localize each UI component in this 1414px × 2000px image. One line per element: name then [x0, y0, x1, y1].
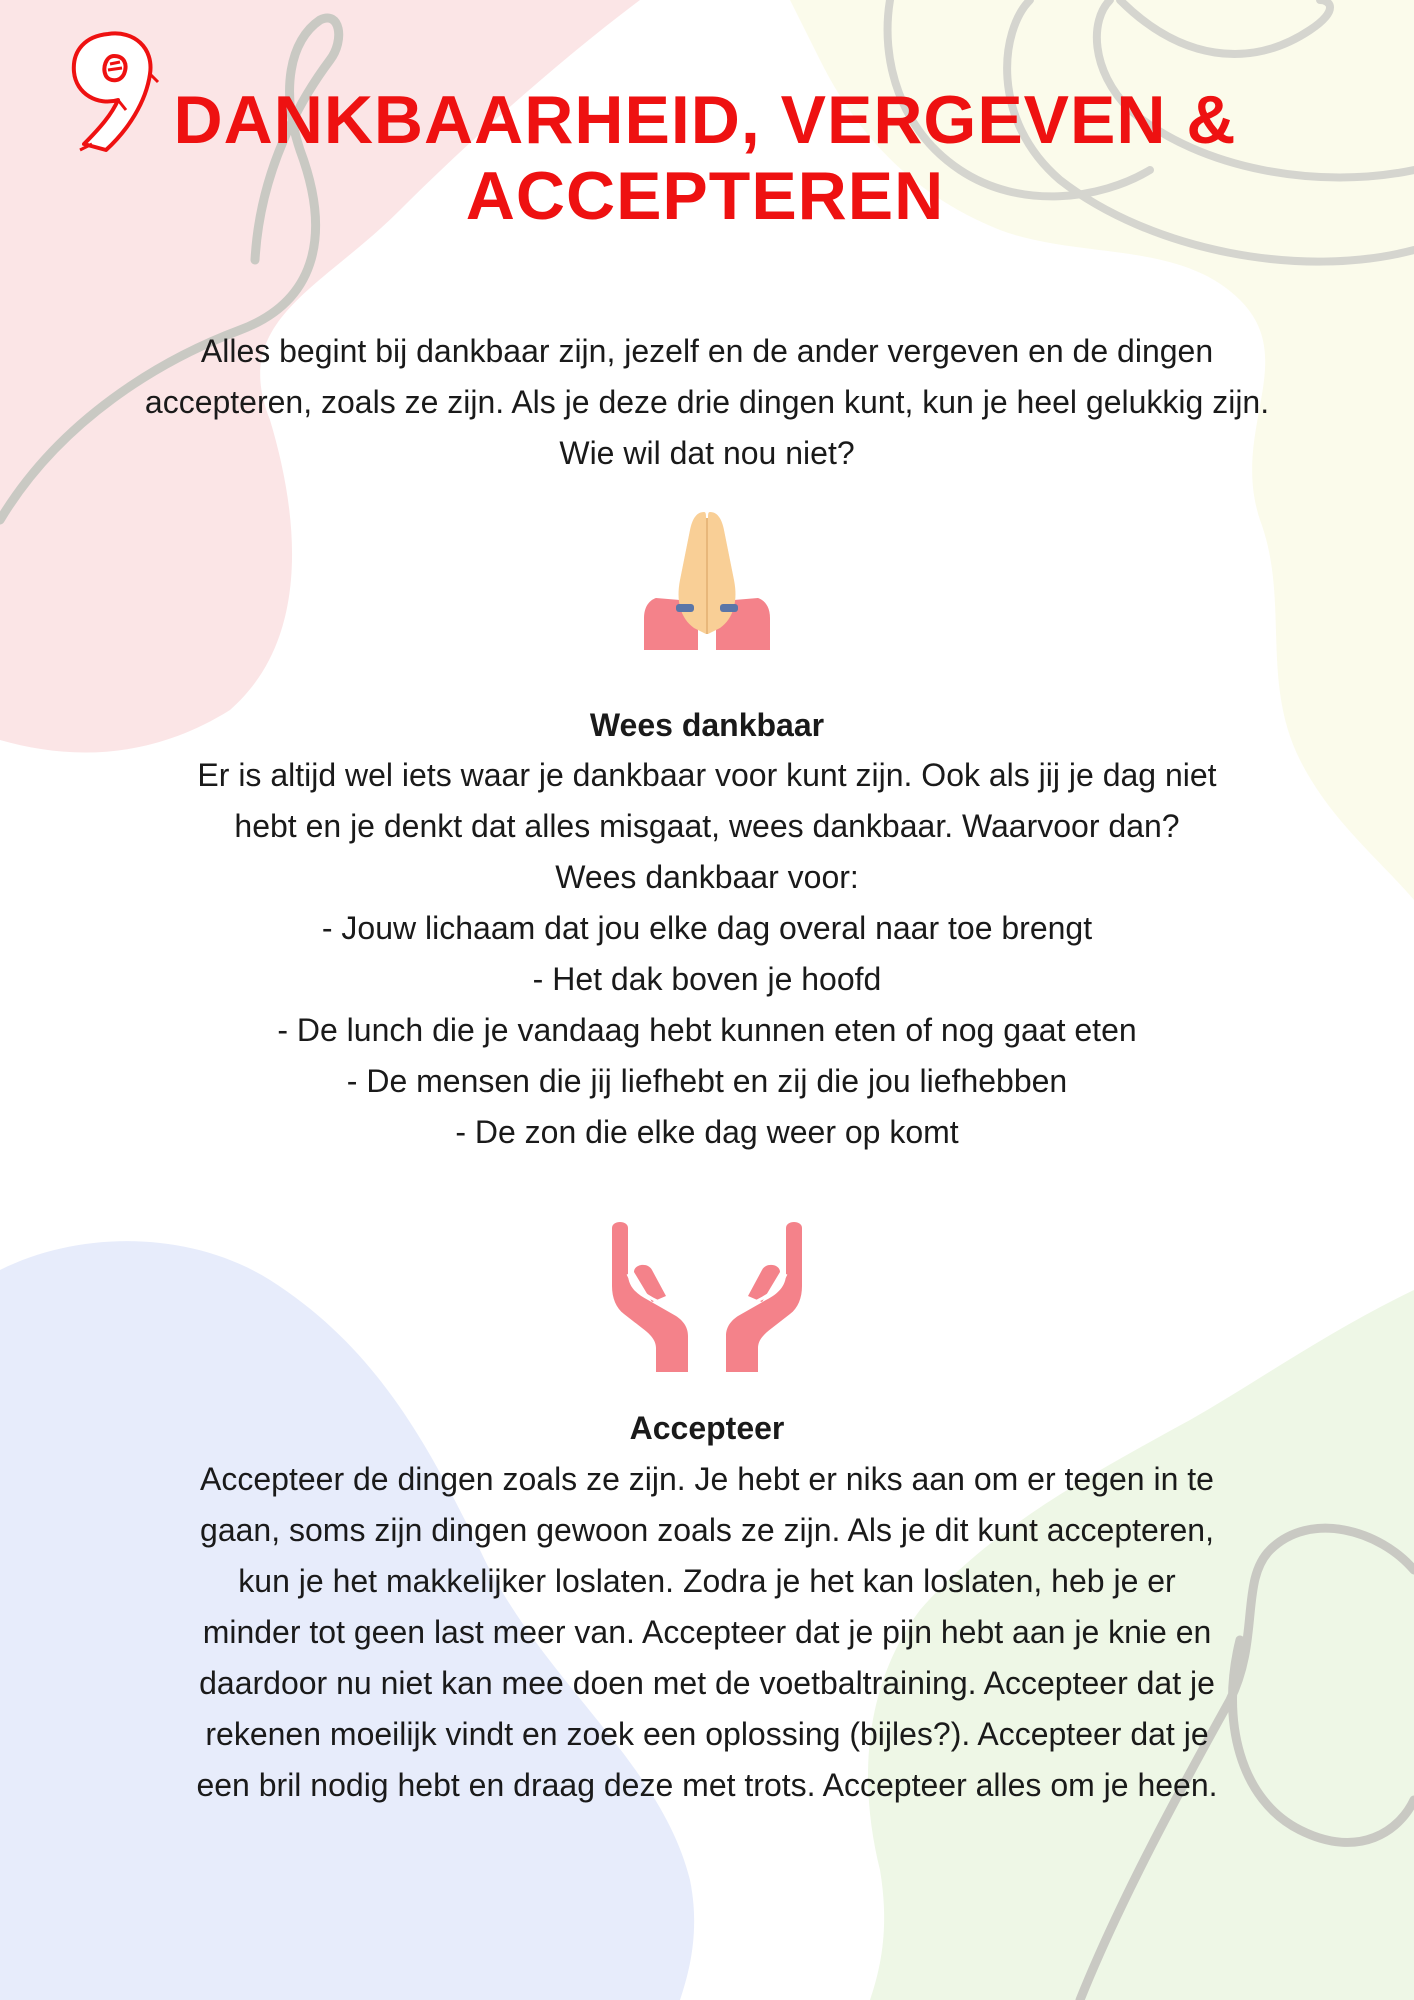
intro-line: accepteren, zoals ze zijn. Als je deze drie dingen kunt, kun je heel gelukkig zijn. — [144, 384, 1270, 420]
title-line-2: ACCEPTEREN — [465, 158, 945, 234]
list-item: - De mensen die jij liefhebt en zij die jou liefhebben — [346, 1063, 1068, 1099]
text-line: Wees dankbaar voor: — [555, 859, 859, 895]
section-heading-accepteer: Accepteer — [629, 1410, 785, 1446]
text-line: Er is altijd wel iets waar je dankbaar voor kunt zijn. Ook als jij je dag niet — [197, 757, 1217, 793]
text-line: een bril nodig hebt en draag deze met trots. Accepteer alles om je heen. — [196, 1767, 1218, 1803]
text-line: Accepteer de dingen zoals ze zijn. Je hebt er niks aan om er tegen in te — [200, 1461, 1214, 1497]
text-line: daardoor nu niet kan mee doen met de voetbaltraining. Accepteer dat je — [199, 1665, 1215, 1701]
page-title — [150, 82, 1260, 234]
number-nine-graphic — [62, 26, 162, 156]
text-line: kun je het makkelijker loslaten. Zodra je het kan loslaten, heb je er — [238, 1563, 1176, 1599]
text-line: gaan, soms zijn dingen gewoon zoals ze zijn. Als je dit kunt accepteren, — [200, 1512, 1214, 1548]
list-item: - Jouw lichaam dat jou elke dag overal naar toe brengt — [321, 910, 1093, 946]
text-line: minder tot geen last meer van. Accepteer dat je pijn hebt aan je knie en — [202, 1614, 1212, 1650]
list-item: - Het dak boven je hoofd — [532, 961, 882, 997]
intro-line: Wie wil dat nou niet? — [559, 435, 855, 471]
intro-line: Alles begint bij dankbaar zijn, jezelf en de ander vergeven en de dingen — [200, 333, 1214, 369]
section-heading-dankbaar: Wees dankbaar — [589, 707, 825, 743]
list-item: - De zon die elke dag weer op komt — [455, 1114, 959, 1150]
text-line: hebt en je denkt dat alles misgaat, wees dankbaar. Waarvoor dan? — [234, 808, 1180, 844]
list-item: - De lunch die je vandaag hebt kunnen eten of nog gaat eten — [277, 1012, 1137, 1048]
open-hands-icon — [604, 1216, 810, 1372]
praying-hands-icon — [636, 508, 778, 650]
section-text-accepteer — [60, 1454, 1354, 1811]
section-text-dankbaar — [60, 750, 1354, 1158]
text-line: rekenen moeilijk vindt en zoek een oplossing (bijles?). Accepteer dat je — [205, 1716, 1209, 1752]
intro-paragraph — [60, 326, 1354, 479]
title-line-1: DANKBAARHEID, VERGEVEN & — [173, 82, 1237, 158]
